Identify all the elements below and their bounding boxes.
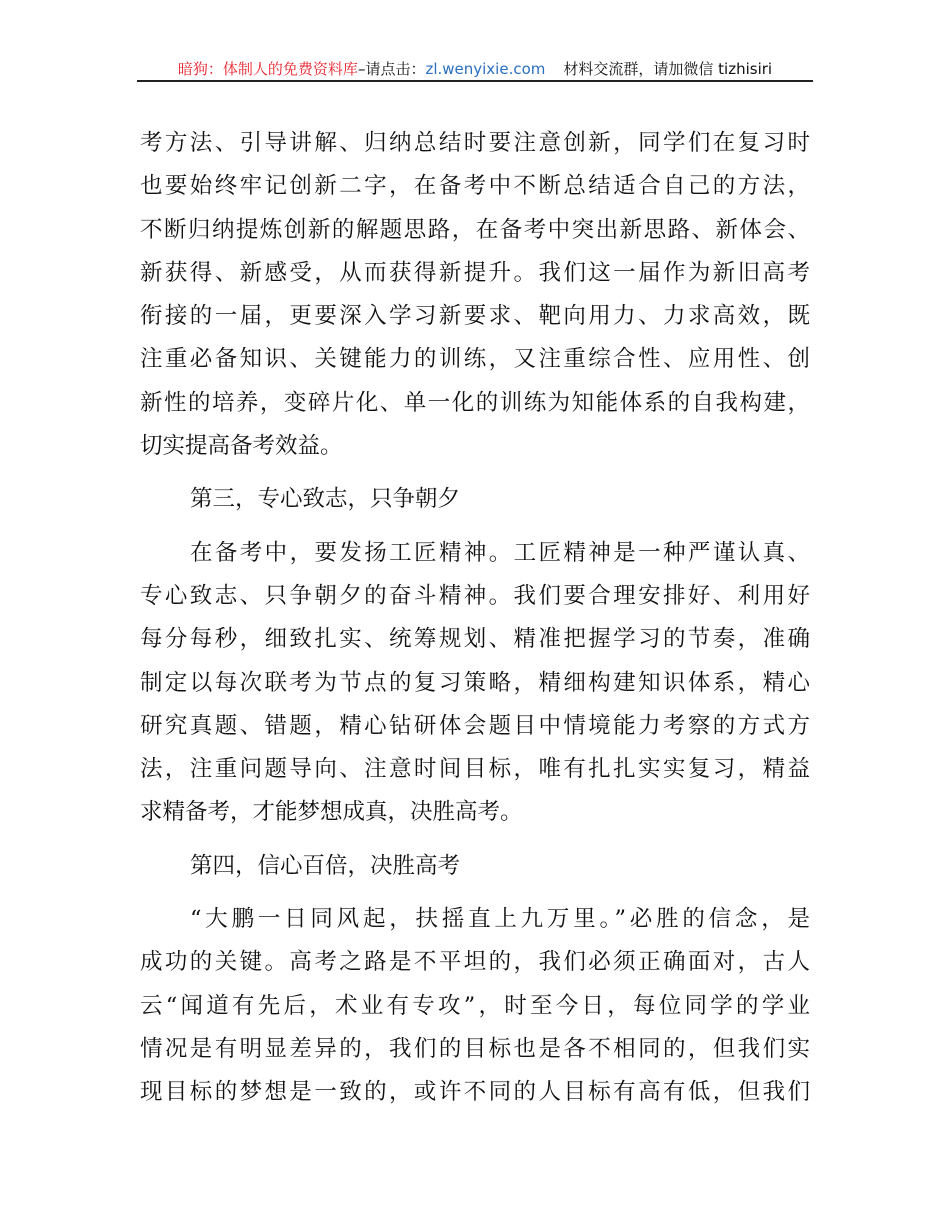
text-line: 成功的关键。高考之路是不平坦的，我们必须正确面对，古人: [140, 949, 810, 976]
section-heading: [140, 478, 810, 521]
text-line: 新获得、新感受，从而获得新提升。我们这一届作为新旧高考: [140, 259, 810, 286]
heading-text: 第四，信心百倍，决胜高考: [190, 852, 461, 879]
document-body: [140, 122, 810, 1115]
text-line: 考方法、引导讲解、归纳总结时要注意创新，同学们在复习时: [140, 130, 810, 156]
text-line: 切实提高备考效益。: [140, 433, 343, 460]
text-line: 注重必备知识、关键能力的训练，又注重综合性、应用性、创: [140, 346, 810, 373]
text-line: 新性的培养，变碎片化、单一化的训练为知能体系的自我构建，: [140, 389, 810, 416]
text-line: 研究真题、错题，精心钻研体会题目中情境能力考察的方式方: [140, 712, 810, 739]
header-contact: 材料交流群，请加微信 tizhisiri: [563, 60, 773, 78]
text-line: 制定以每次联考为节点的复习策略，精细构建知识体系，精心: [140, 669, 810, 696]
text-line: 专心致志、只争朝夕的奋斗精神。我们要合理安排好、利用好: [140, 582, 810, 609]
paragraph: [140, 122, 810, 468]
section-heading: [140, 845, 810, 888]
header-url-link[interactable]: zl.wenyixie.com: [425, 60, 546, 78]
text-line: 不断归纳提炼创新的解题思路，在备考中突出新思路、新体会、: [140, 216, 810, 243]
heading-text: 第三，专心致志，只争朝夕: [190, 486, 461, 513]
page-header: [140, 58, 810, 82]
text-line: 现目标的梦想是一致的，或许不同的人目标有高有低，但我们: [140, 1079, 810, 1106]
text-line: 衔接的一届，更要深入学习新要求、靶向用力、力求高效，既: [140, 303, 810, 330]
text-line: 每分每秒，细致扎实、统筹规划、精准把握学习的节奏，准确: [140, 626, 810, 653]
text-line: 也要始终牢记创新二字，在备考中不断总结适合自己的方法，: [140, 173, 810, 200]
text-line: 在备考中，要发扬工匠精神。工匠精神是一种严谨认真、: [190, 539, 810, 566]
text-line: 云“闻道有先后，术业有专攻”，时至今日，每位同学的学业: [140, 992, 810, 1019]
text-line: 情况是有明显差异的，我们的目标也是各不相同的，但我们实: [140, 1035, 810, 1062]
paragraph: [140, 532, 810, 835]
header-click-label: –请点击：: [357, 60, 426, 78]
header-divider: [137, 80, 813, 82]
paragraph: [140, 898, 810, 1114]
text-line: “大鹏一日同风起，扶摇直上九万里。”必胜的信念，是: [190, 906, 810, 933]
text-line: 求精备考，才能梦想成真，决胜高考。: [140, 799, 523, 826]
header-brand: 暗狗：体制人的免费资料库: [177, 60, 358, 78]
text-line: 法，注重问题导向、注意时间目标，唯有扎扎实实复习，精益: [140, 756, 810, 783]
